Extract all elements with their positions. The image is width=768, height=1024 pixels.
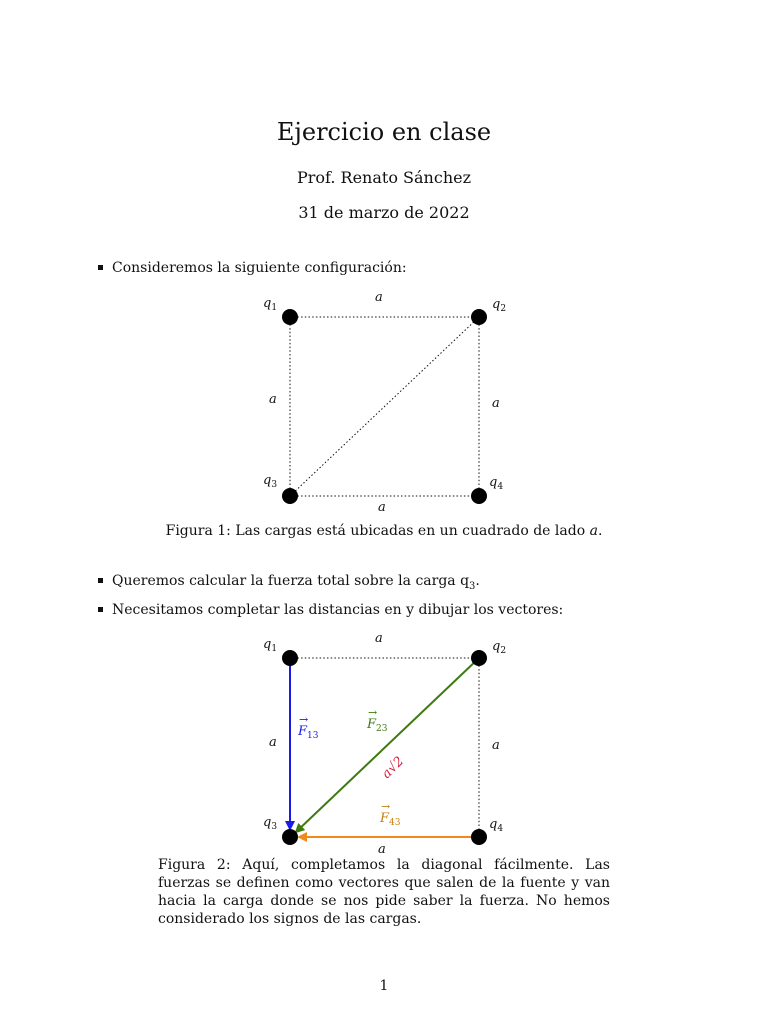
label-q3: $q_3$ (263, 473, 278, 490)
side-label-bottom: a (378, 842, 386, 857)
figure-1 (0, 285, 768, 520)
figure-2-caption: Figura 2: Aquí, completamos la diagonal fácilmente. Las fuerzas se definen como vectores que salen de la fuente y van hacia la carga donde se nos pide saber la fuerza. No hemos considerado los signos de las cargas. (158, 857, 610, 927)
force-label-f43: $F_{43}$ (380, 811, 401, 828)
bullet-item: Necesitamos completar las distancias en y dibujar los vectores: (98, 602, 563, 618)
label-q4: $q_4$ (489, 475, 504, 492)
bullet-marker (98, 265, 103, 270)
label-q1: $q_1$ (263, 296, 278, 313)
side-label-top: a (375, 290, 383, 305)
bullet-text: Consideremos la siguiente configuración: (112, 260, 407, 276)
document-title: Ejercicio en clase (276, 118, 492, 146)
side-label-left: a (269, 735, 277, 750)
label-q2: $q_2$ (492, 297, 507, 314)
page-number: 1 (379, 978, 389, 994)
figure-1-caption: Figura 1: Las cargas está ubicadas en un cuadrado de lado a. (165, 523, 603, 539)
charge-q4 (471, 488, 487, 504)
side-label-left: a (269, 392, 277, 407)
charge-q3 (282, 488, 298, 504)
force-label-f23: $F_{23}$ (367, 717, 388, 734)
side-label-top: a (375, 631, 383, 646)
charge-q1 (282, 309, 298, 325)
author: Prof. Renato Sánchez (296, 168, 472, 187)
side-label-right: a (492, 396, 500, 411)
label-q2: $q_2$ (492, 639, 507, 656)
charge-q4 (471, 829, 487, 845)
vector-arrow-f43: → (381, 800, 391, 813)
charge-q2 (471, 309, 487, 325)
charge-q1 (282, 650, 298, 666)
side-label-bottom: a (378, 500, 386, 515)
charge-q3 (282, 829, 298, 845)
bullet-item: Queremos calcular la fuerza total sobre la carga $q_3$. (98, 573, 480, 592)
vector-arrow-f13: → (299, 713, 309, 726)
charge-q2 (471, 650, 487, 666)
side-label-right: a (492, 738, 500, 753)
label-q3: $q_3$ (263, 815, 278, 832)
figure-2 (0, 625, 768, 857)
bullet-marker (98, 578, 103, 583)
vector-arrow-f23: → (368, 706, 378, 719)
bullet-marker (98, 607, 103, 612)
label-q1: $q_1$ (263, 637, 278, 654)
label-q4: $q_4$ (489, 817, 504, 834)
force-label-f13: $F_{13}$ (298, 724, 319, 741)
date: 31 de marzo de 2022 (298, 203, 470, 222)
bullet-item (98, 260, 407, 276)
diagonal (290, 317, 479, 496)
diagonal-length-label: a√2 (379, 754, 408, 782)
